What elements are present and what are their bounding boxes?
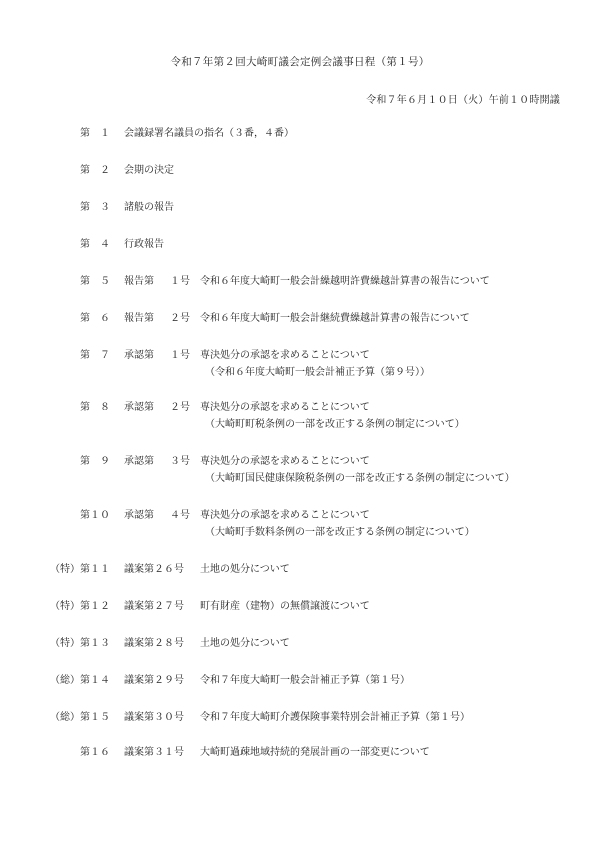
item-subject: 専決処分の承認を求めることについて <box>200 456 370 467</box>
agenda-item <box>0 511 600 525</box>
item-subject: 令和６年度大崎町一般会計繰越明許費繰越計算書の報告について <box>200 276 490 287</box>
item-detail-text: （令和６年度大崎町一般会計補正予算（第９号）） <box>205 367 430 378</box>
item-category: 承認第 <box>124 402 154 413</box>
item-category: 承認第 <box>124 456 154 467</box>
agenda-item <box>0 403 600 417</box>
item-category: 諸般の報告 <box>124 202 174 213</box>
item-category-number: １号 <box>170 350 190 361</box>
item-subject: 町有財産（建物）の無償譲渡について <box>200 601 370 612</box>
item-subject: 大崎町過疎地域持続的発展計画の一部変更について <box>200 747 430 758</box>
agenda-item-detail <box>0 368 600 382</box>
session-datetime: 令和７年６月１０日（火）午前１０時開議 <box>366 95 560 106</box>
item-subject: 専決処分の承認を求めることについて <box>200 510 370 521</box>
item-category: 議案第２９号 <box>124 675 184 686</box>
agenda-item <box>0 676 600 690</box>
committee-prefix: （特） <box>50 601 80 612</box>
item-number: 第 ３ <box>80 202 110 213</box>
item-category: 議案第３１号 <box>124 747 184 758</box>
item-category: 議案第２７号 <box>124 601 184 612</box>
agenda-item <box>0 639 600 653</box>
item-category-number: ２号 <box>170 402 190 413</box>
agenda-item-detail <box>0 474 600 488</box>
item-category: 行政報告 <box>124 239 164 250</box>
agenda-item <box>0 748 600 762</box>
item-number: 第１１ <box>80 564 110 575</box>
committee-prefix: （特） <box>50 564 80 575</box>
committee-prefix: （総） <box>50 675 80 686</box>
item-number: 第１６ <box>80 747 110 758</box>
item-number: 第１３ <box>80 638 110 649</box>
item-detail-text: （大崎町手数料条例の一部を改正する条例の制定について） <box>205 527 475 538</box>
item-category: 承認第 <box>124 510 154 521</box>
item-category: 会期の決定 <box>124 165 174 176</box>
item-subject: 土地の処分について <box>200 638 290 649</box>
item-number: 第 ６ <box>80 313 110 324</box>
item-number: 第 ４ <box>80 239 110 250</box>
item-category: 報告第 <box>124 313 154 324</box>
item-category: 議案第２６号 <box>124 564 184 575</box>
item-subject: 令和７年度大崎町一般会計補正予算（第１号） <box>200 675 410 686</box>
item-subject: 土地の処分について <box>200 564 290 575</box>
agenda-item <box>0 351 600 365</box>
item-subject: 専決処分の承認を求めることについて <box>200 350 370 361</box>
agenda-item-detail <box>0 420 600 434</box>
item-number: 第１２ <box>80 601 110 612</box>
agenda-item <box>0 457 600 471</box>
item-number: 第 ７ <box>80 350 110 361</box>
item-number: 第 ５ <box>80 276 110 287</box>
item-category-number: ２号 <box>170 313 190 324</box>
item-number: 第 ８ <box>80 402 110 413</box>
document-title: 令和７年第２回大崎町議会定例会議事日程（第１号） <box>170 56 430 68</box>
item-detail-text: （大崎町国民健康保険税条例の一部を改正する条例の制定について） <box>205 473 515 484</box>
item-number: 第 ９ <box>80 456 110 467</box>
agenda-item <box>0 277 600 291</box>
item-category: 会議録署名議員の指名（３番，４番） <box>124 128 294 139</box>
agenda-item <box>0 129 600 143</box>
agenda-item <box>0 602 600 616</box>
agenda-item <box>0 240 600 254</box>
item-category: 議案第３０号 <box>124 712 184 723</box>
item-subject: 令和７年度大崎町介護保険事業特別会計補正予算（第１号） <box>200 712 470 723</box>
item-category-number: １号 <box>170 276 190 287</box>
item-category-number: ３号 <box>170 456 190 467</box>
agenda-item <box>0 713 600 727</box>
item-subject: 令和６年度大崎町一般会計継続費繰越計算書の報告について <box>200 313 470 324</box>
item-number: 第 １ <box>80 128 110 139</box>
item-number: 第１５ <box>80 712 110 723</box>
item-subject: 専決処分の承認を求めることについて <box>200 402 370 413</box>
agenda-item <box>0 166 600 180</box>
item-category: 承認第 <box>124 350 154 361</box>
committee-prefix: （総） <box>50 712 80 723</box>
item-number: 第 ２ <box>80 165 110 176</box>
committee-prefix: （特） <box>50 638 80 649</box>
item-detail-text: （大崎町町税条例の一部を改正する条例の制定について） <box>205 419 465 430</box>
item-category: 報告第 <box>124 276 154 287</box>
item-number: 第１０ <box>80 510 110 521</box>
agenda-item <box>0 203 600 217</box>
item-category: 議案第２８号 <box>124 638 184 649</box>
agenda-item <box>0 565 600 579</box>
item-number: 第１４ <box>80 675 110 686</box>
agenda-item-detail <box>0 528 600 542</box>
item-category-number: ４号 <box>170 510 190 521</box>
agenda-item <box>0 314 600 328</box>
